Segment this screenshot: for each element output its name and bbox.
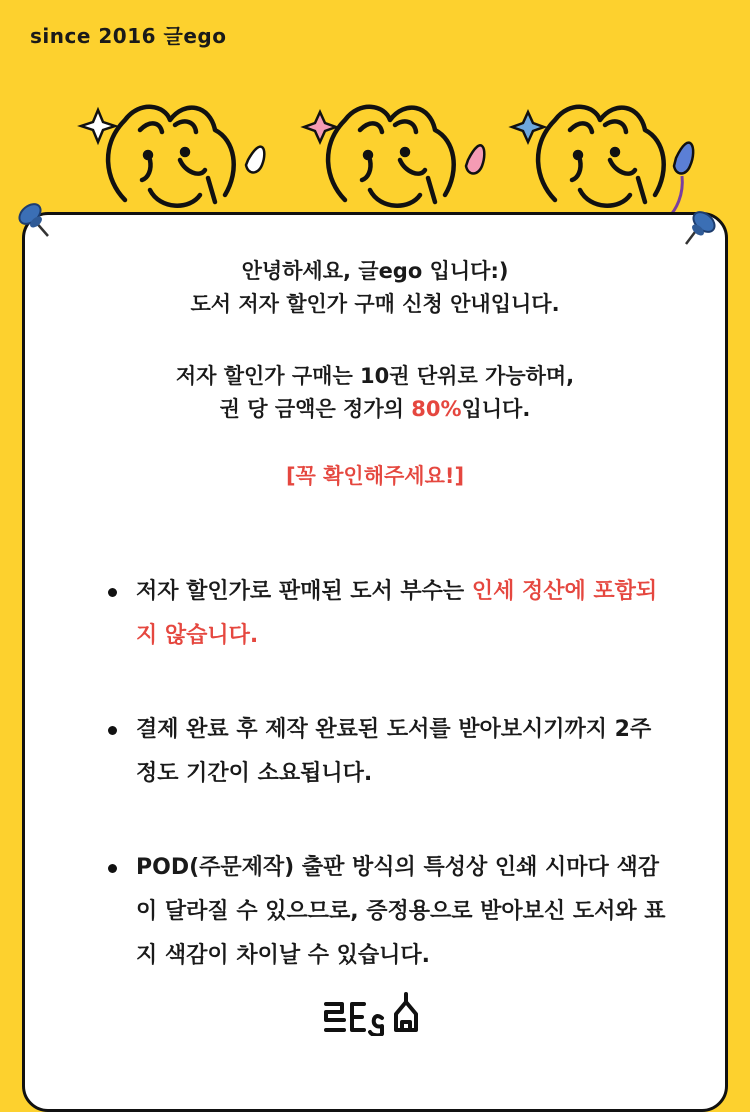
mascot-1 — [108, 107, 234, 206]
flame-icon — [466, 145, 484, 173]
flame-icon — [674, 143, 693, 174]
pushpin-icon — [12, 196, 58, 242]
brand-text: since 2016 글ego — [30, 24, 227, 48]
mascot-2 — [328, 107, 454, 206]
logo — [322, 990, 422, 1036]
list-item: 저자 할인가로 판매된 도서 부수는 인세 정산에 포함되지 않습니다. — [108, 570, 668, 658]
sparkle-icon — [81, 110, 115, 142]
intro-greeting: 안녕하세요, 글ego 입니다:) 도서 저자 할인가 구매 신청 안내입니다. — [190, 259, 560, 316]
mascot-illustration — [0, 60, 750, 235]
intro-details: 저자 할인가 구매는 10권 단위로 가능하며, 권 당 금액은 정가의 80%입니다. — [175, 364, 575, 421]
flame-icon — [246, 147, 264, 173]
pushpin-icon — [676, 204, 722, 250]
notice-heading: [꼭 확인해주세요!] — [285, 464, 465, 488]
list-item: 결제 완료 후 제작 완료된 도서를 받아보시기까지 2주 정도 기간이 소요됩니다. — [108, 708, 668, 796]
mascot-3 — [538, 107, 664, 206]
list-item: POD(주문제작) 출판 방식의 특성상 인쇄 시마다 색감이 달라질 수 있으므로, 증정용으로 받아보신 도서와 표지 색감이 차이날 수 있습니다. — [108, 846, 668, 978]
sparkle-icon — [512, 112, 544, 142]
notice-list — [108, 570, 668, 1028]
